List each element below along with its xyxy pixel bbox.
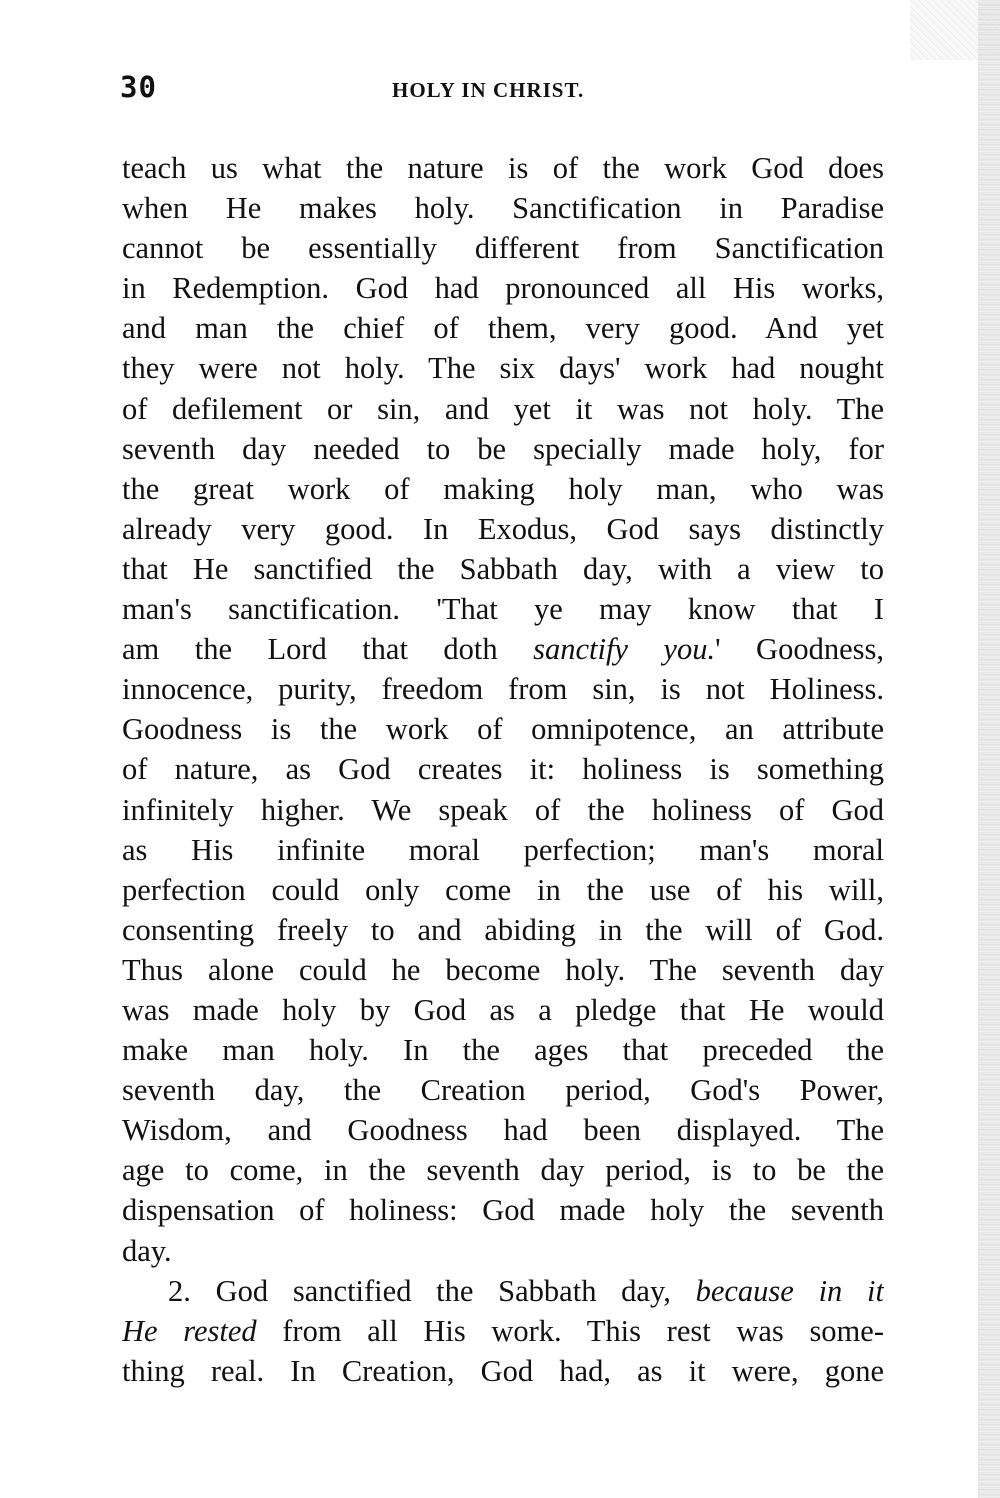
emphasis-text: sanctify you. (533, 632, 716, 667)
text-line: that He sanctified the Sabbath day, with a view to (122, 551, 884, 586)
page-number: 30 (120, 70, 157, 104)
text-line: infinitely higher. We speak of the holiness of God (122, 792, 884, 827)
text-line: cannot be essentially different from Sanctification (122, 231, 884, 266)
text-line: seventh day needed to be specially made holy, for (122, 431, 884, 466)
text-line: the great work of making holy man, who was (122, 471, 884, 506)
text-line: dispensation of holiness: God made holy the seventh (122, 1193, 884, 1228)
running-head (120, 70, 884, 114)
text-line: Thus alone could he become holy. The seventh day (122, 952, 884, 987)
text-line: Goodness is the work of omnipotence, an attribute (122, 712, 884, 747)
text-line: and man the chief of them, very good. And yet (122, 311, 884, 346)
text-line: of defilement or sin, and yet it was not holy. The (122, 391, 884, 426)
text-line: was made holy by God as a pledge that He would (122, 992, 884, 1027)
text-line: Wisdom, and Goodness had been displayed. The (122, 1113, 884, 1148)
text-line: thing real. In Creation, God had, as it were, gone (122, 1353, 884, 1388)
emphasis-text: He rested (122, 1313, 257, 1348)
text-line: consenting freely to and abiding in the will of God. (122, 912, 884, 947)
text-line: they were not holy. The six days' work had nought (122, 351, 884, 386)
text-line: when He makes holy. Sanctification in Paradise (122, 191, 884, 226)
text-line: day. (122, 1233, 172, 1268)
text-run: ' Goodness, (715, 632, 884, 667)
text-run: 2. God sanctified the Sabbath day, (168, 1273, 696, 1308)
text-line: as His infinite moral perfection; man's moral (122, 832, 884, 867)
text-line: man's sanctification. 'That ye may know that I (122, 592, 884, 627)
text-line: in Redemption. God had pronounced all His works, (122, 271, 884, 306)
text-line: teach us what the nature is of the work God does (122, 151, 884, 185)
text-line (122, 1311, 884, 1351)
text-line: of nature, as God creates it: holiness is something (122, 752, 884, 787)
text-line (122, 629, 884, 669)
text-line: perfection could only come in the use of his will, (122, 872, 884, 907)
text-line: age to come, in the seventh day period, is to be the (122, 1153, 884, 1188)
text-line: innocence, purity, freedom from sin, is not Holiness. (122, 672, 884, 707)
body-text (122, 148, 884, 1391)
emphasis-text: because in it (695, 1273, 884, 1308)
running-title: HOLY IN CHRIST. (392, 78, 585, 102)
text-line (122, 1271, 884, 1311)
text-line: make man holy. In the ages that preceded the (122, 1033, 884, 1068)
text-run: from all His work. This rest was some- (256, 1313, 884, 1348)
text-line: already very good. In Exodus, God says distinctly (122, 511, 884, 546)
text-line: seventh day, the Creation period, God's Power, (122, 1073, 884, 1108)
scan-shadow-edge (978, 0, 1000, 1498)
text-run: am the Lord that doth (122, 632, 534, 667)
